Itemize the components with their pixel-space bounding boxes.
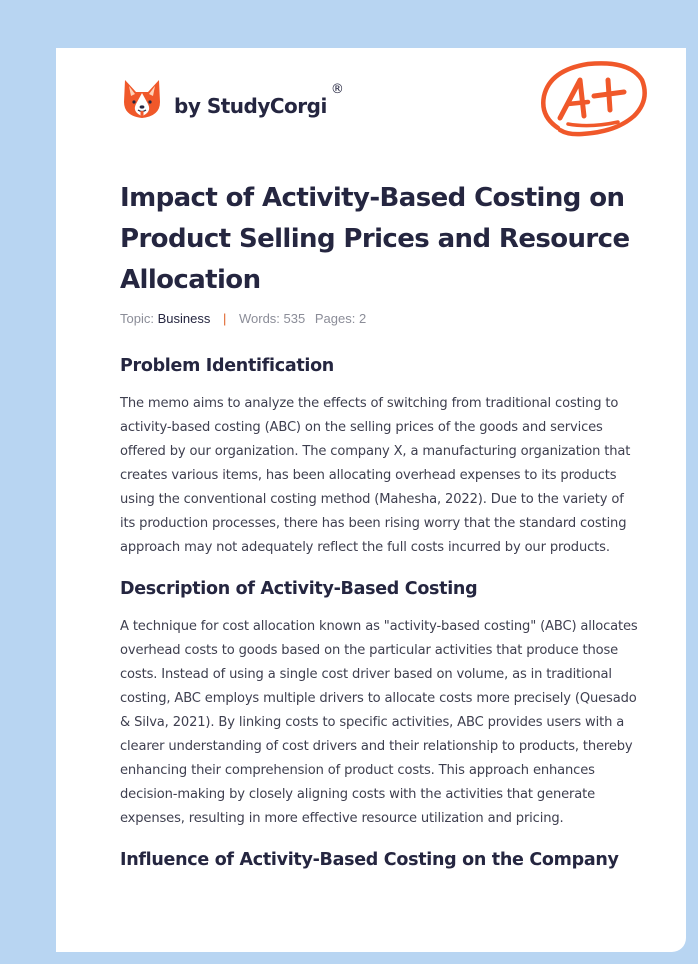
section-description-of-abc <box>120 578 640 831</box>
section-heading: Problem Identification <box>120 356 334 376</box>
section-paragraph: A technique for cost allocation known as "activity-based costing" (ABC) allocates overhead costs to goods based on the particular activities that produce those costs. Instead of using a single cost driver based on volume, as in traditional costing, ABC employs multiple drivers to allocate costs more precisely (Quesado & Silva, 2021). By linking costs to specific activities, ABC provides users with a clearer understanding of cost drivers and their relationship to products, thereby enhancing their comprehension of product costs. This approach enhances decision-making by closely aligning costs with the activities that generate expenses, resulting in more effective resource utilization and pricing. <box>120 619 638 826</box>
section-problem-identification <box>120 355 640 560</box>
section-paragraph: The memo aims to analyze the effects of switching from traditional costing to activity-based costing (ABC) on the selling prices of the goods and services offered by our organization. The company X, a manufacturing organization that creates various items, has been allocating overhead expenses to its products using the conventional costing method (Mahesha, 2022). Due to the variety of its production processes, there has been rising worry that the standard costing approach may not adequately reflect the full costs incurred by our products. <box>120 396 631 555</box>
document-card <box>56 48 686 952</box>
section-heading: Description of Activity-Based Costing <box>120 579 478 599</box>
topic-label: Topic: <box>120 311 154 326</box>
corgi-logo-icon <box>122 76 162 122</box>
section-influence-of-abc <box>120 849 640 871</box>
section-heading: Influence of Activity-Based Costing on the Company <box>120 850 619 870</box>
brand-name: by StudyCorgi <box>174 94 327 118</box>
meta-separator: | <box>222 311 227 326</box>
word-count: Words: 535 <box>238 311 306 326</box>
document-title: Impact of Activity-Based Costing on Product Selling Prices and Resource Allocation <box>120 183 630 295</box>
registered-mark: ® <box>330 82 344 97</box>
brand-logo[interactable] <box>122 76 344 122</box>
document-meta <box>120 311 366 326</box>
topic-link[interactable]: Business <box>157 311 211 326</box>
page-count: Pages: 2 <box>314 311 367 326</box>
a-plus-grade-icon <box>538 58 648 140</box>
document-body <box>120 352 640 871</box>
